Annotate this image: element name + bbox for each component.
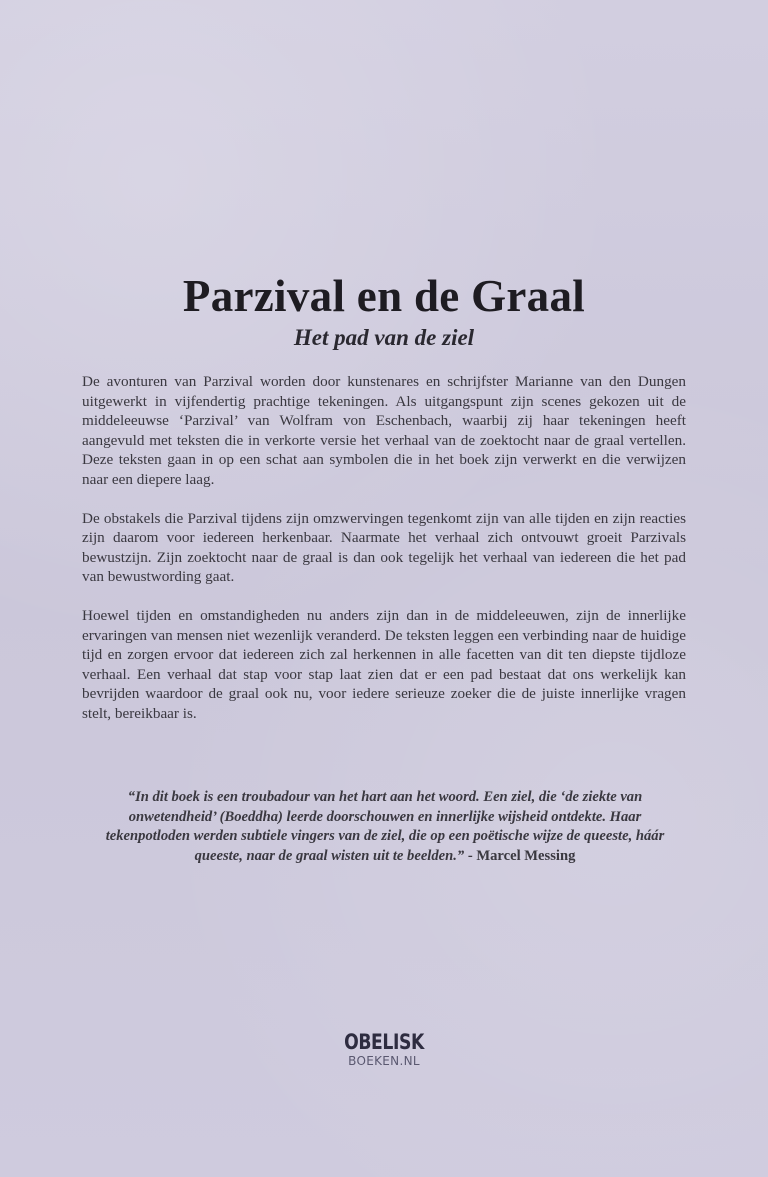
quote-author: - Marcel Messing <box>464 847 576 864</box>
blurb-text <box>82 372 686 743</box>
book-title: Parzival en de Graal <box>182 271 586 321</box>
publisher-logo <box>334 1030 434 1082</box>
publisher-logo-url: BOEKEN.NL <box>348 1054 420 1068</box>
blurb-paragraph-3: Hoewel tijden en omstandigheden nu anders zijn dan in de middeleeuwen, zijn de innerlijke ervaringen van mensen niet wezenlijk veranderd. De teksten leggen een verbinding naar de huidige tijd en zorgen ervoor dat iedereen zich zal herkennen in alle facetten van dit ten diepste tijdloze verhaal. Een verhaal dat stap voor stap laat zien dat er een pad bestaat dat ons werkelijk kan bevrijden waardoor de graal ook nu, voor iedere serieuze zoeker die de juiste innerlijke vragen stelt, bereikbaar is. <box>82 606 686 722</box>
blurb-paragraph-1: De avonturen van Parzival worden door kunstenares en schrijfster Marianne van den Dungen uitgewerkt in vijfendertig prachtige tekeningen. Als uitgangspunt zijn scenes gekozen uit de middeleeuwse ‘Parzival’ van Wolfram von Eschenbach, waarbij zij haar tekeningen heeft aangevuld met teksten die in verkorte versie het verhaal van de zoektocht naar de graal vertellen. Deze teksten gaan in op een schat aan symbolen die in het boek zijn verwerkt en die verwijzen naar een diepere laag. <box>82 373 686 488</box>
book-subtitle: Het pad van de ziel <box>293 325 475 350</box>
publisher-logo-name: OBELISK <box>344 1030 424 1054</box>
quote-text: “In dit boek is een troubadour van het hart aan het woord. Een ziel, die ‘de ziekte van onwetendheid’ (Boeddha) leerde doorschouwen en innerlijke wijsheid ontdekte. Haar tekenpotloden werden subtiele vingers van de ziel, die op een poëtische wijze de queeste, háár queeste, naar de graal wisten uit te beelden.” <box>105 789 665 864</box>
blurb-paragraph-2: De obstakels die Parzival tijdens zijn omzwervingen tegenkomt zijn van alle tijden en zijn reacties zijn daarom voor iedereen herkenbaar. Naarmate het verhaal zich ontvouwt groeit Parzivals bewustzijn. Zijn zoektocht naar de graal is dan ook tegelijk het verhaal van iedereen die het pad van bewustwording gaat. <box>82 509 686 586</box>
endorsement-quote <box>95 788 675 866</box>
